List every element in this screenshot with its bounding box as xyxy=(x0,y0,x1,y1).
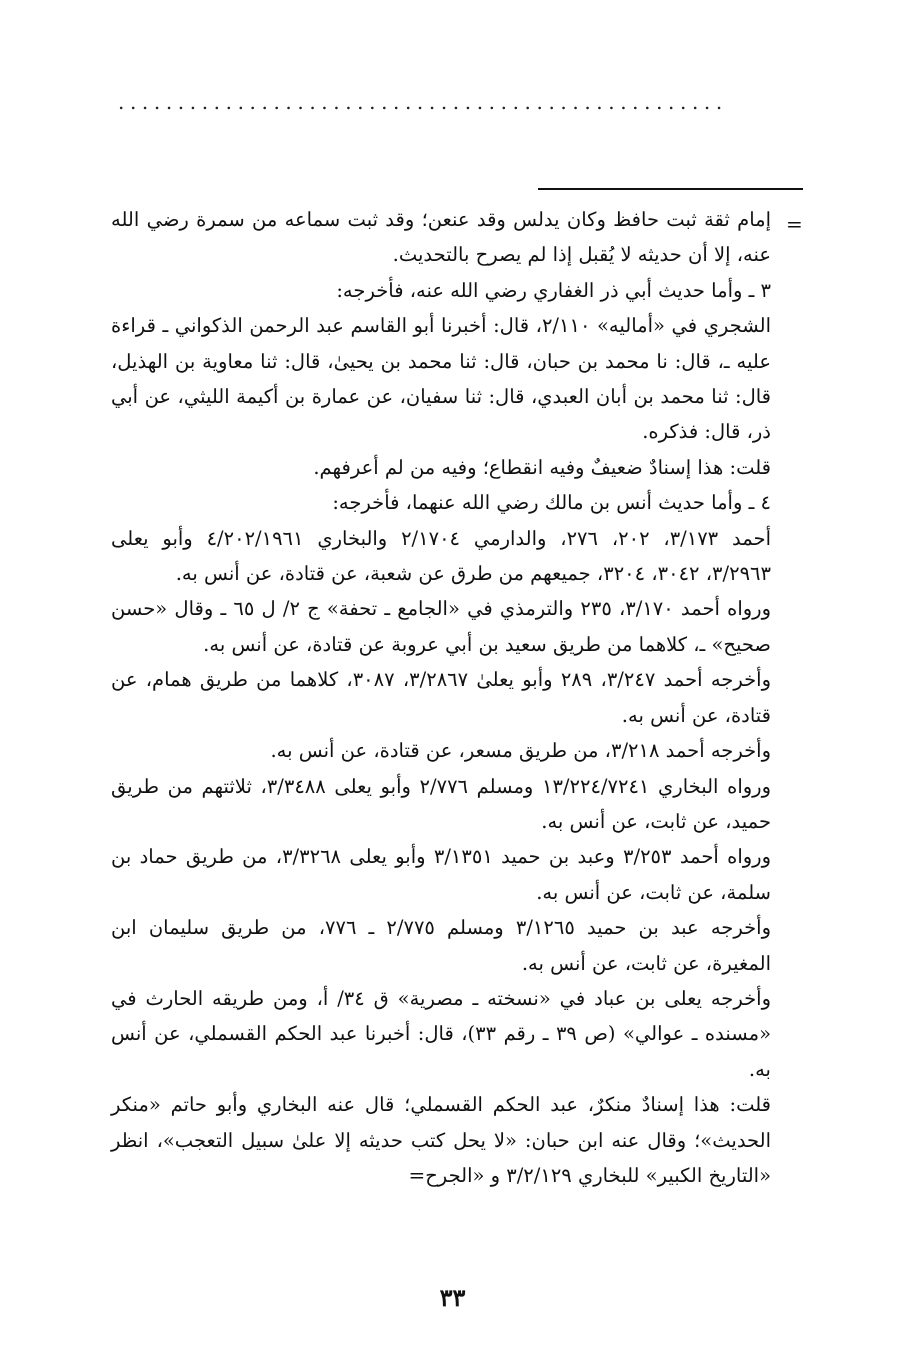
paragraph: ورواه أحمد ٣/٢٥٣ وعبد بن حميد ٣/١٣٥١ وأبو يعلى ٣/٣٢٦٨، من طريق حماد بن سلمة، عن ثابت، عن أنس به. xyxy=(111,845,772,904)
paragraph: ٤ ـ وأما حديث أنس بن مالك رضي الله عنهما، فأخرجه: xyxy=(332,491,771,515)
paragraph: ورواه أحمد ٣/١٧٠، ٢٣٥ والترمذي في «الجامع ـ تحفة» ج ٢/ ل ٦٥ ـ وقال «حسن صحيح» ـ، كلاهما من طريق سعيد بن أبي عروبة عن قتادة، عن أنس به. xyxy=(111,597,771,656)
paragraph: وأخرجه عبد بن حميد ٣/١٢٦٥ ومسلم ٢/٧٧٥ ـ ٧٧٦، من طريق سليمان ابن المغيرة، عن ثابت، عن أنس به. xyxy=(111,916,771,975)
paragraph: الشجري في «أماليه» ٢/١١٠، قال: أخبرنا أبو القاسم عبد الرحمن الذكواني ـ قراءة عليه ـ، قال: نا محمد بن حبان، قال: ثنا محمد بن يحيىٰ، قال: ثنا معاوية بن الهذيل، قال: ثنا محمد بن أبان العبدي، قال: ثنا سفيان، عن عمارة بن أكيمة الليثي، عن أبي ذر، قال: فذكره. xyxy=(111,314,771,444)
paragraph: وأخرجه يعلى بن عباد في «نسخته ـ مصرية» ق ٣٤/ أ، ومن طريقه الحارث في «مسنده ـ عوالي» (ص ٣٩ ـ رقم ٣٣)، قال: أخبرنا عبد الحكم القسملي، عن أنس به. xyxy=(111,986,771,1081)
paragraph-last xyxy=(111,1087,771,1193)
end-marker: = xyxy=(408,1162,426,1187)
paragraph: ٣ ـ وأما حديث أبي ذر الغفاري رضي الله عنه، فأخرجه: xyxy=(336,278,771,302)
paragraph: وأخرجه أحمد ٣/٢١٨، من طريق مسعر، عن قتادة، عن أنس به. xyxy=(270,739,771,763)
paragraph: أحمد ٣/١٧٣، ٢٠٢، ٢٧٦، والدارمي ٢/١٧٠٤ والبخاري ٤/٢٠٢/١٩٦١ وأبو يعلى ٣/٢٩٦٣، ٣٠٤٢، ٣٢٠٤، جميعهم من طرق عن شعبة، عن قتادة، عن أنس به. xyxy=(111,526,771,586)
page-number: ٣٣ xyxy=(439,1283,466,1312)
paragraph: ورواه البخاري ١٣/٢٢٤/٧٢٤١ ومسلم ٢/٧٧٦ وأبو يعلى ٣/٣٤٨٨، ثلاثتهم من طريق حميد، عن ثابت، عن أنس به. xyxy=(111,774,771,833)
paragraph-last-text: قلت: هذا إسنادٌ منكرٌ، عبد الحكم القسملي؛ قال عنه البخاري وأبو حاتم «منكر الحديث»؛ وقال عنه ابن حبان: «لا يحل كتب حديثه إلا علىٰ سبيل التعجب»، انظر «التاريخ الكبير» للبخاري ٣/٢/١٢٩ و «الجرح xyxy=(111,1093,771,1187)
paragraph: وأخرجه أحمد ٣/٢٤٧، ٢٨٩ وأبو يعلىٰ ٣/٢٨٦٧، ٣٠٨٧، كلاهما من طريق همام، عن قتادة، عن أنس به. xyxy=(111,668,771,727)
paragraph: قلت: هذا إسنادٌ ضعيفٌ وفيه انقطاع؛ وفيه من لم أعرفهم. xyxy=(313,455,771,479)
footnote-rule xyxy=(538,188,803,190)
continuation-marker: = xyxy=(786,212,803,236)
paragraph: إمام ثقة ثبت حافظ وكان يدلس وقد عنعن؛ وقد ثبت سماعه من سمرة رضي الله عنه، إلا أن حديثه لا يُقبل إذا لم يصرح بالتحديث. xyxy=(111,208,771,267)
separator-dots: ................................................... xyxy=(118,92,728,112)
footnote-text xyxy=(111,202,771,1193)
